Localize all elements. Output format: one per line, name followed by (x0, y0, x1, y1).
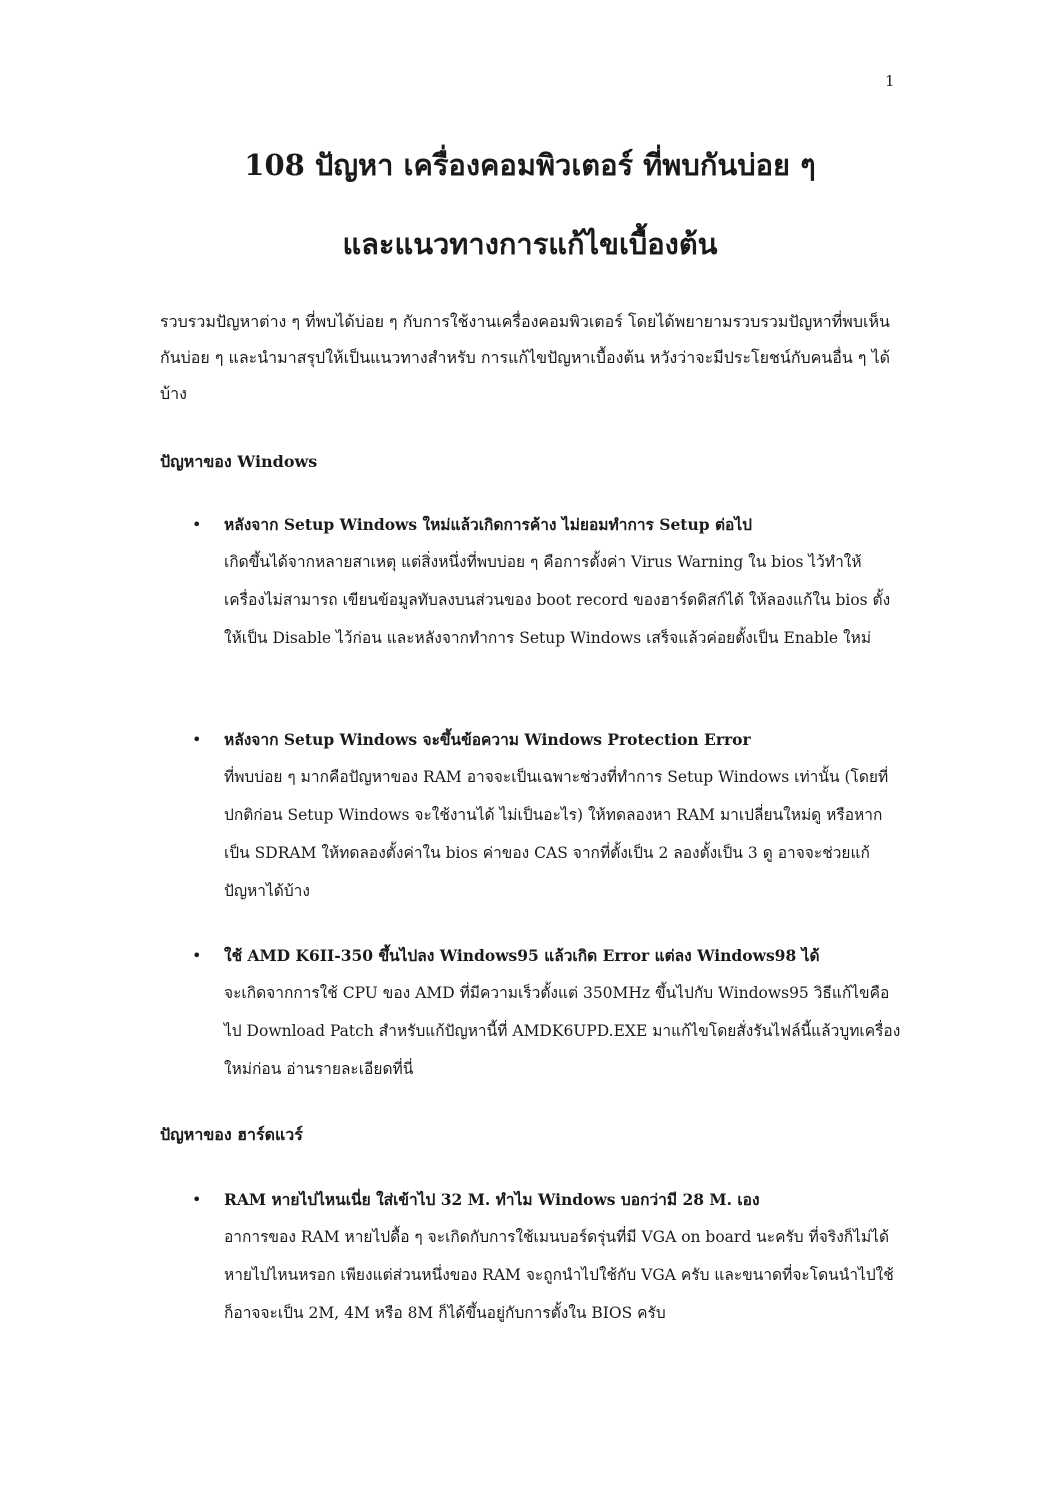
list-item-body: อาการของ RAM หายไปดื้อ ๆ จะเกิดกับการใช้เมนบอร์ดรุ่นที่มี VGA on board นะครับ ที่จริงก็ไม่ได้หายไปไหนหรอก เพียงแต่ส่วนหนึ่งของ RAM จะถูกนำไปใช้กับ VGA ครับ และขนาดที่จะโดนนำไปใช้ก็อาจจะเป็น 2M, 4M หรือ 8M ก็ได้ขึ้นอยู่กับการตั้งใน BIOS ครับ (224, 1228, 894, 1322)
list-item-title: RAM หายไปไหนเนี่ย ใส่เข้าไป 32 M. ทำไม Windows บอกว่ามี 28 M. เอง (224, 1190, 760, 1209)
list-item-title: หลังจาก Setup Windows ใหม่แล้วเกิดการค้าง ไม่ยอมทำการ Setup ต่อไป (224, 515, 752, 534)
section-heading-windows: ปัญหาของ Windows (160, 452, 318, 471)
document-title-line-1: 108 ปัญหา เครื่องคอมพิวเตอร์ ที่พบกันบ่อย ๆ (244, 148, 816, 182)
list-item-body: ที่พบบ่อย ๆ มากคือปัญหาของ RAM อาจจะเป็นเฉพาะช่วงที่ทำการ Setup Windows เท่านั้น (โดยที่ปกติก่อน Setup Windows จะใช้งานได้ ไม่เป็นอะไร) ให้ทดลองหา RAM มาเปลี่ยนใหม่ดู หรือหากเป็น SDRAM ให้ทดลองตั้งค่าใน bios ค่าของ CAS จากที่ตั้งเป็น 2 ลองตั้งเป็น 3 ดู อาจจะช่วยแก้ปัญหาได้บ้าง (224, 768, 889, 900)
list-item-body: จะเกิดจากการใช้ CPU ของ AMD ที่มีความเร็วตั้งแต่ 350MHz ขึ้นไปกับ Windows95 วิธีแก้ไขคือ ไป Download Patch สำหรับแก้ปัญหานี้ที่ AMDK6UPD.EXE มาแก้ไขโดยสั่งรันไฟล์นี้แล้วบูทเครื่องใหม่ก่อน อ่านรายละเอียดที่นี่ (224, 984, 901, 1078)
list-item-title: หลังจาก Setup Windows จะขึ้นข้อความ Windows Protection Error (224, 730, 751, 749)
section-heading-hardware: ปัญหาของ ฮาร์ดแวร์ (160, 1125, 303, 1144)
list-item (192, 722, 902, 910)
list-item (192, 938, 902, 1088)
list-item-title: ใช้ AMD K6II-350 ขึ้นไปลง Windows95 แล้วเกิด Error แต่ลง Windows98 ได้ (224, 946, 820, 965)
page-number: 1 (885, 72, 895, 90)
list-item-body: เกิดขึ้นได้จากหลายสาเหตุ แต่สิ่งหนึ่งที่พบบ่อย ๆ คือการตั้งค่า Virus Warning ใน bios ไว้ทำให้เครื่องไม่สามารถ เขียนข้อมูลทับลงบนส่วนของ boot record ของฮาร์ดดิสก์ได้ ให้ลองแก้ใน bios ตั้งให้เป็น Disable ไว้ก่อน และหลังจากทำการ Setup Windows เสร็จแล้วค่อยตั้งเป็น Enable ใหม่ (224, 553, 891, 647)
intro-paragraph: รวบรวมปัญหาต่าง ๆ ที่พบได้บ่อย ๆ กับการใช้งานเครื่องคอมพิวเตอร์ โดยได้พยายามรวบรวมปัญหาที่พบเห็นกันบ่อย ๆ และนำมาสรุปให้เป็นแนวทางสำหรับ การแก้ไขปัญหาเบื้องต้น หวังว่าจะมีประโยชน์กับคนอื่น ๆ ได้บ้าง (160, 312, 891, 403)
document-title-line-2: และแนวทางการแก้ไขเบื้องต้น (342, 227, 718, 261)
bullet-icon: • (192, 946, 202, 965)
list-item (192, 507, 902, 657)
list-item (192, 1182, 902, 1332)
bullet-icon: • (192, 1190, 202, 1209)
bullet-icon: • (192, 730, 202, 749)
bullet-icon: • (192, 515, 202, 534)
